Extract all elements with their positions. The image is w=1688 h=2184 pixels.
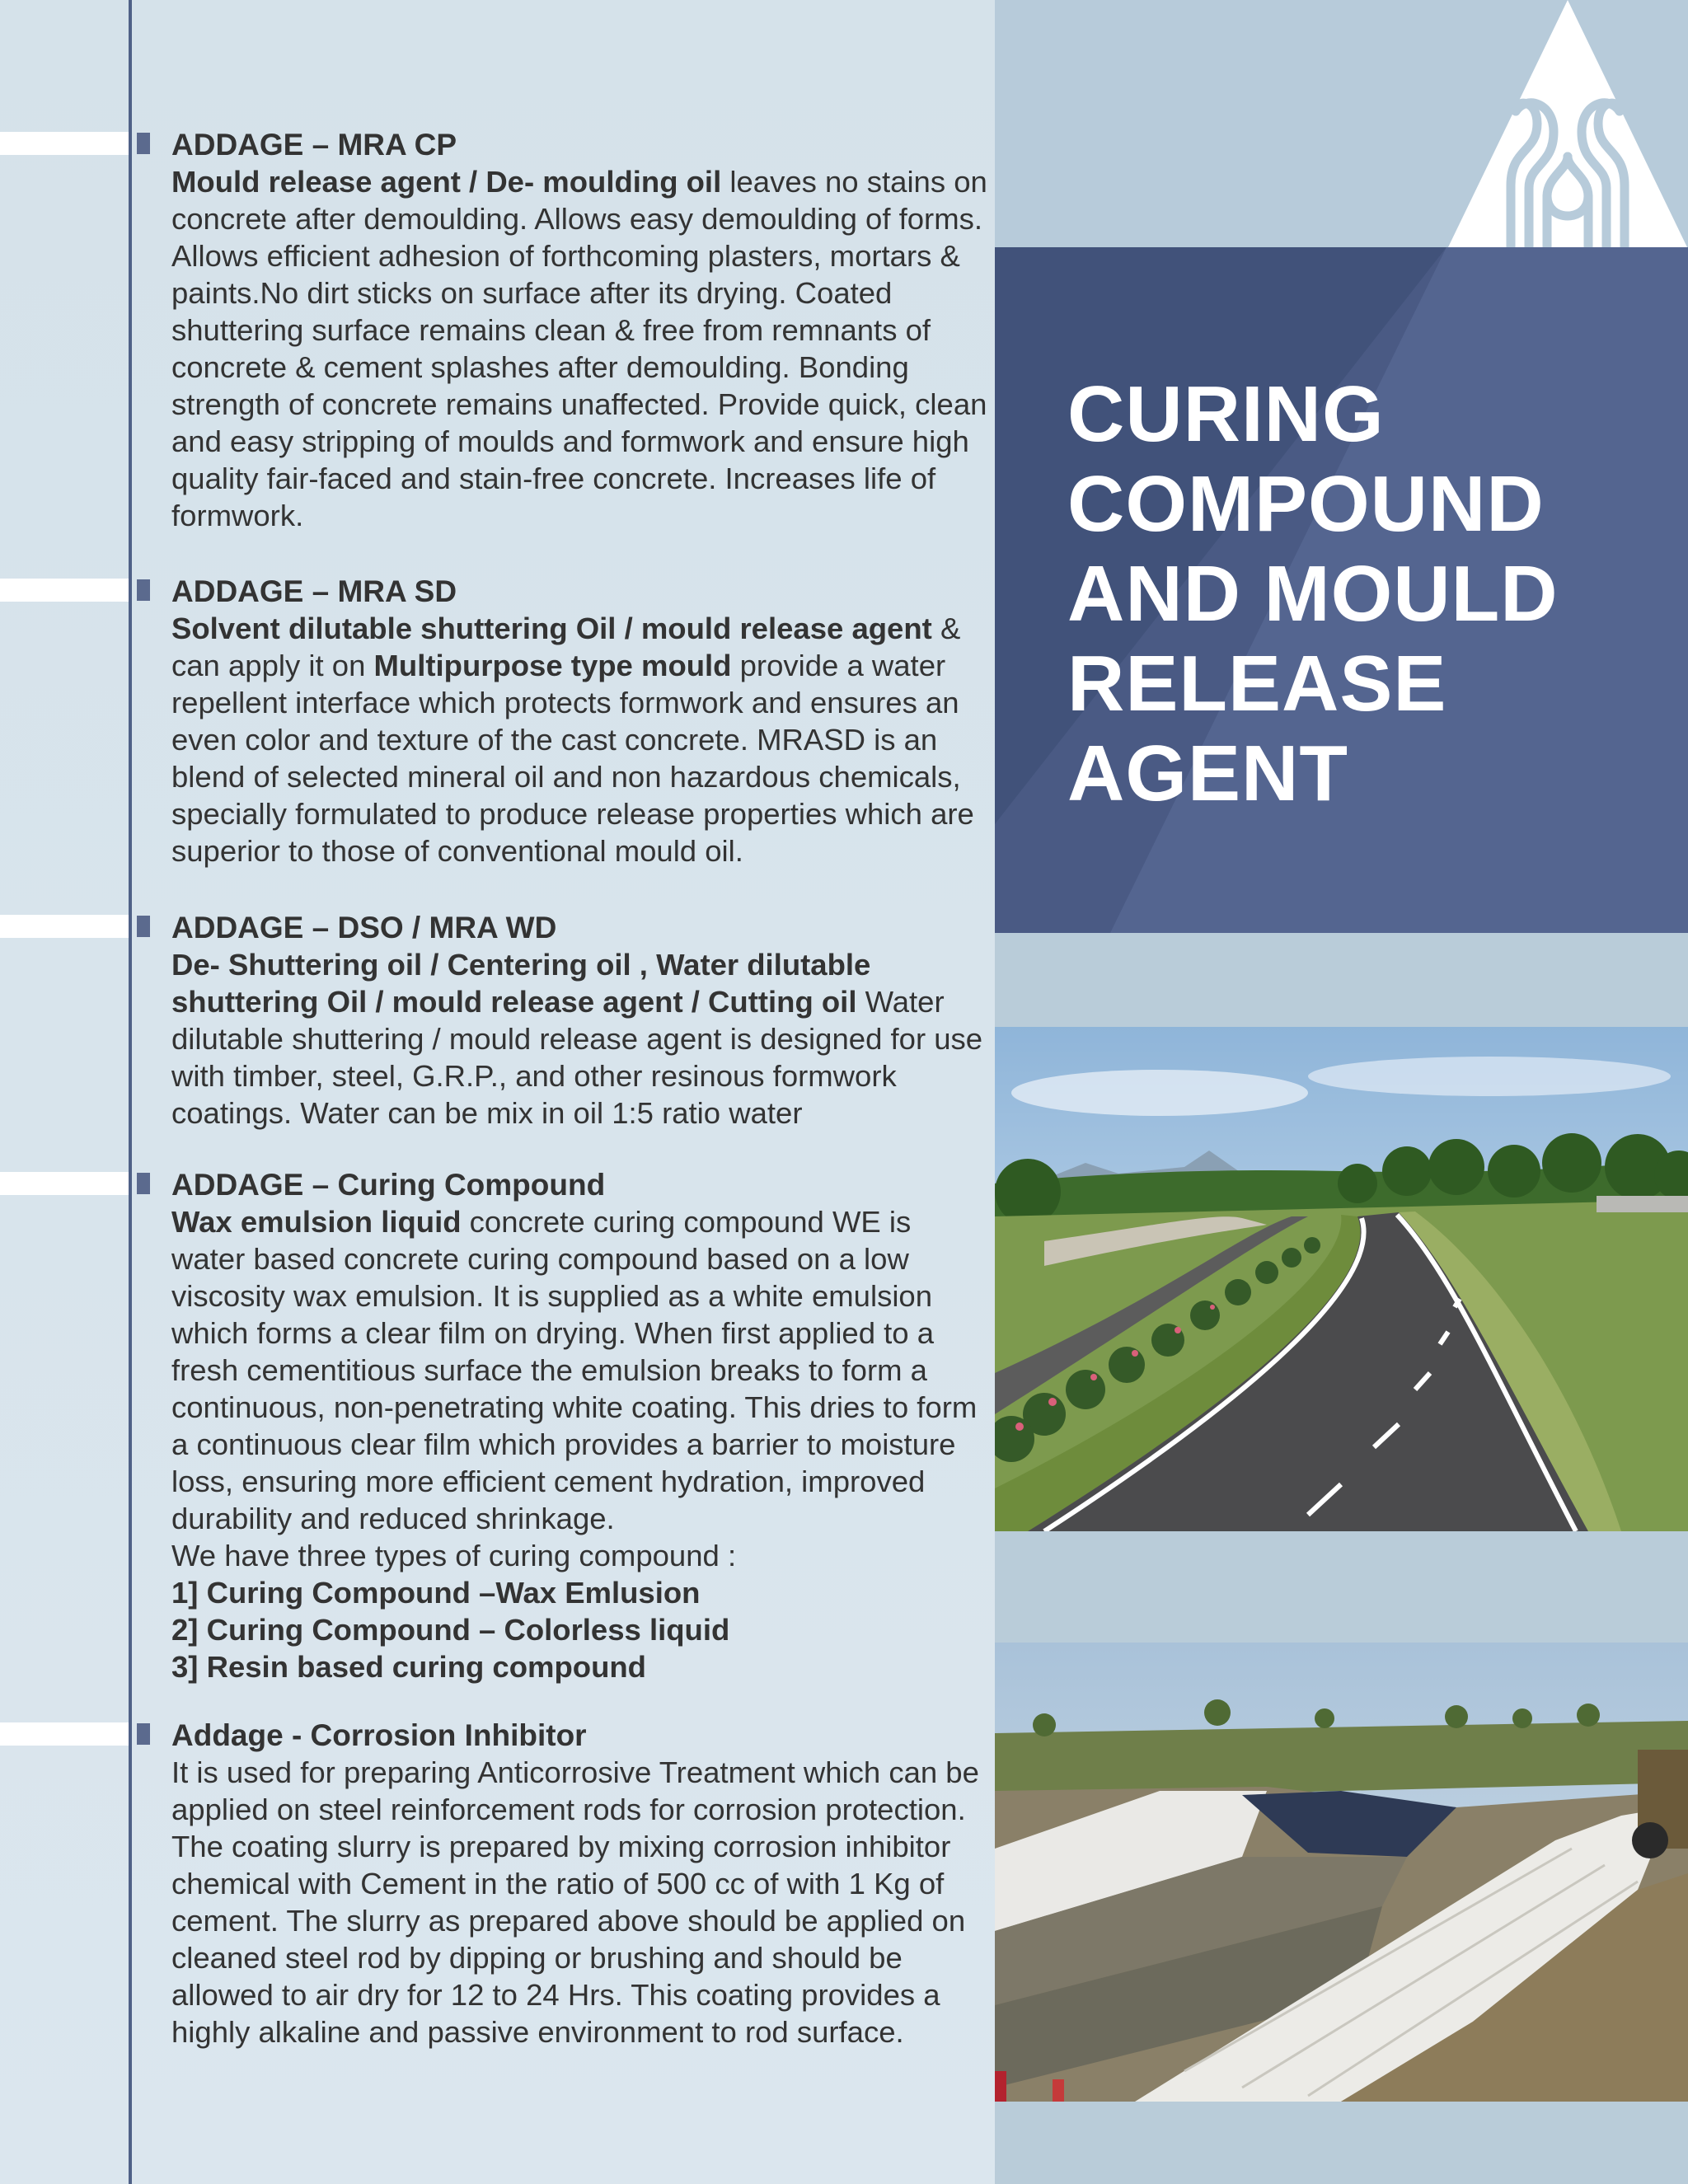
section-heading: ADDAGE – MRA CP (171, 128, 457, 162)
title-line: AND MOULD (1067, 550, 1559, 638)
section-tab-marker (0, 915, 129, 938)
section-heading: ADDAGE – Curing Compound (171, 1168, 606, 1202)
section-lead: Mould release agent / De- moulding oil (171, 165, 722, 199)
section-bullet (137, 579, 150, 601)
vertical-rule (129, 0, 132, 2184)
list-item: 2] Curing Compound – Colorless liquid (171, 1613, 730, 1647)
list-item: 3] Resin based curing compound (171, 1650, 646, 1684)
title-line: CURING (1067, 370, 1385, 458)
title-column (995, 0, 1688, 2184)
section-tab-marker (0, 1172, 129, 1195)
section-bullet (137, 1723, 150, 1745)
page-title (1067, 369, 1559, 818)
section-heading: ADDAGE – MRA SD (171, 574, 457, 608)
list-item: 1] Curing Compound –Wax Emlusion (171, 1576, 701, 1610)
section-text: Water dilutable shuttering / mould release agent is designed for use with timber, steel, G.R.P., and other resinous formwork coatings. Water can be mix in oil 1:5 ratio water (171, 985, 983, 1130)
section-curing-compound (171, 1166, 987, 1685)
title-line: COMPOUND (1067, 460, 1545, 548)
section-heading: Addage - Corrosion Inhibitor (171, 1718, 587, 1752)
title-line: RELEASE (1067, 640, 1447, 728)
section-body (171, 1203, 987, 1537)
section-tab-marker (0, 1722, 129, 1746)
section-lead-secondary: Multipurpose type mould (373, 649, 732, 682)
section-lead: De- Shuttering oil / Centering oil , Water dilutable shuttering Oil / mould release agent / Cutting oil (171, 948, 871, 1019)
section-text: leaves no stains on concrete after demoulding. Allows easy demoulding of forms. Allows efficient adhesion of forthcoming plasters, mortars & paints.No dirt sticks on surface after its drying. Coated shuttering surface remains clean & free from remnants of concrete & cement splashes after demoulding. Bonding strength of concrete remains unaffected. Provide quick, clean and easy stripping of moulds and formwork and ensure high quality fair-faced and stain-free concrete. Increases life of formwork. (171, 165, 987, 532)
section-lead: Wax emulsion liquid (171, 1205, 462, 1239)
section-mra-sd (171, 573, 987, 869)
title-line: AGENT (1067, 729, 1348, 818)
highway-photo (995, 1027, 1688, 1531)
title-panel (995, 247, 1688, 933)
section-body (171, 610, 987, 869)
section-body (171, 946, 987, 1132)
section-text: provide a water repellent interface which protects formwork and ensures an even color and texture of the cast concrete. MRASD is an blend of selected mineral oil and non hazardous chemicals, specially formulated to produce release properties which are superior to those of conventional mould oil. (171, 649, 974, 868)
section-tab-marker (0, 132, 129, 155)
types-intro: We have three types of curing compound : (171, 1539, 737, 1572)
section-bullet (137, 133, 150, 154)
section-text: concrete curing compound WE is water based concrete curing compound based on a low viscosity wax emulsion. It is supplied as a white emulsion which forms a clear film on drying. When first applied to a fresh cementitious surface the emulsion breaks to form a continuous, non-penetrating white coating. This dries to form a continuous clear film which provides a barrier to moisture loss, ensuring more efficient cement hydration, improved durability and reduced shrinkage. (171, 1205, 978, 1535)
section-bullet (137, 1173, 150, 1194)
section-mra-cp (171, 126, 987, 534)
company-logo-triangle-icon (1440, 0, 1687, 247)
section-tab-marker (0, 579, 129, 602)
section-heading: ADDAGE – DSO / MRA WD (171, 911, 557, 944)
section-body-secondary: The coating slurry is prepared by mixing corrosion inhibitor chemical with Cement in the ratio of 500 cc of with 1 Kg of cement. The slurry as prepared above should be applied on cleaned steel rod by dipping or brushing and should be allowed to air dry for 12 to 24 Hrs. This coating provides a highly alkaline and passive environment to rod surface. (171, 1830, 966, 2049)
section-body (171, 163, 987, 534)
canal-construction-photo (995, 1643, 1688, 2102)
section-lead: Solvent dilutable shuttering Oil / mould release agent (171, 612, 932, 645)
section-body: It is used for preparing Anticorrosive Treatment which can be applied on steel reinforcement rods for corrosion protection. (171, 1755, 979, 1826)
section-dso-mra-wd (171, 909, 987, 1132)
section-bullet (137, 916, 150, 937)
section-corrosion-inhibitor (171, 1717, 987, 2050)
section-text: & can apply it on (171, 612, 961, 682)
